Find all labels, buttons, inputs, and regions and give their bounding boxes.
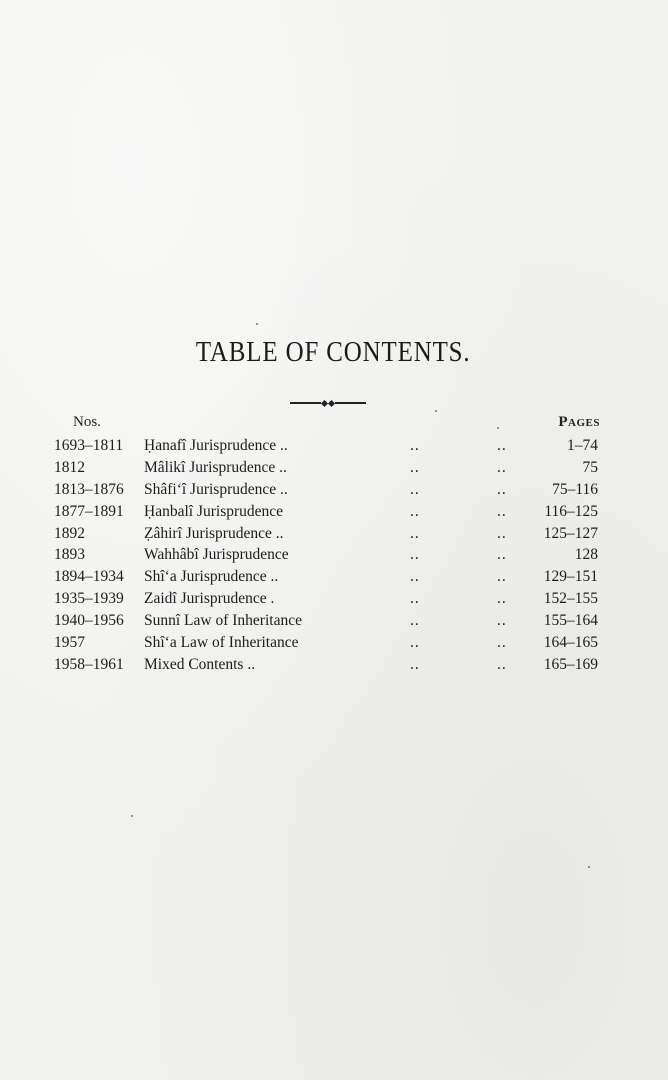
toc-row-leader: ..: [497, 546, 507, 564]
toc-row-subject: Zaidî Jurisprudence .: [144, 590, 275, 608]
toc-row-pages: 116–125: [544, 502, 598, 520]
toc-row-subject: Ḥanafî Jurisprudence ..: [144, 437, 288, 454]
toc-row: [0, 610, 668, 632]
toc-row-nos: 1940–1956: [54, 612, 124, 630]
toc-row-pages: 128: [574, 546, 598, 564]
toc-row-pages: 155–164: [543, 612, 598, 630]
toc-row-nos: 1893: [54, 546, 85, 564]
column-header-pages: Pages: [558, 414, 600, 430]
toc-row-leader: ..: [497, 590, 507, 608]
toc-row-nos: 1957: [54, 634, 85, 652]
toc-row-nos: 1812: [54, 458, 85, 476]
toc-row-pages: 129–151: [543, 568, 598, 586]
toc-row-pages: 152–155: [543, 590, 598, 608]
toc-row-nos: 1892: [54, 524, 85, 542]
paper-speck: [435, 410, 437, 412]
toc-row-leader: ..: [497, 502, 507, 520]
paper-speck: [588, 866, 590, 868]
toc-row-subject: Shî‘a Law of Inheritance: [144, 634, 299, 652]
toc-row-nos: 1935–1939: [54, 590, 124, 608]
paper-speck: [131, 815, 133, 817]
toc-row: [0, 588, 668, 610]
toc-row-leader: ..: [410, 546, 420, 564]
toc-row-leader: ..: [497, 480, 507, 498]
toc-row-subject: Ḥanbalî Jurisprudence: [144, 502, 284, 520]
toc-row: [0, 479, 668, 501]
ornament-rule-left: [290, 402, 321, 404]
toc-row-leader: ..: [497, 568, 507, 586]
table-of-contents: [0, 435, 668, 676]
toc-row: [0, 435, 668, 457]
toc-row-nos: 1958–1961: [54, 655, 124, 673]
toc-row-subject: Ẓâhirî Jurisprudence ..: [144, 524, 284, 542]
toc-row: [0, 501, 668, 523]
toc-row-nos: 1877–1891: [54, 502, 124, 520]
toc-row: [0, 523, 668, 545]
toc-row-leader: ..: [497, 612, 507, 630]
toc-row: [0, 457, 668, 479]
toc-row-pages: 164–165: [543, 634, 598, 652]
toc-row-subject: Wahhâbî Jurisprudence: [144, 546, 289, 564]
toc-row: [0, 654, 668, 676]
page-title: TABLE OF CONTENTS.: [195, 336, 471, 368]
toc-row-leader: ..: [410, 568, 420, 586]
toc-row-leader: ..: [410, 590, 420, 608]
toc-row-nos: 1894–1934: [54, 568, 124, 586]
toc-row-leader: ..: [410, 634, 420, 652]
paper-speck: [497, 427, 499, 429]
toc-row-subject: Shî‘a Jurisprudence ..: [144, 568, 279, 586]
title-ornament: [290, 399, 366, 407]
paper-speck: [256, 323, 258, 325]
toc-row: [0, 632, 668, 654]
toc-row-leader: ..: [497, 655, 507, 673]
toc-row-leader: ..: [497, 524, 507, 542]
column-header-nos: Nos.: [73, 414, 101, 430]
toc-row-subject: Mâlikî Jurisprudence ..: [144, 458, 287, 476]
toc-row-subject: Sunnî Law of Inheritance: [144, 612, 302, 630]
toc-row-leader: ..: [410, 480, 420, 498]
toc-row-nos: 1693–1811: [54, 437, 124, 454]
toc-row: [0, 544, 668, 566]
toc-row-leader: ..: [497, 634, 507, 652]
toc-row-pages: 75–116: [552, 480, 598, 498]
toc-row-leader: ..: [410, 458, 420, 476]
toc-row-pages: 125–127: [543, 524, 598, 542]
toc-row-subject: Mixed Contents ..: [144, 655, 256, 673]
toc-row-leader: ..: [497, 437, 507, 454]
toc-row-leader: ..: [410, 524, 420, 542]
toc-row-subject: Shâfi‘î Jurisprudence ..: [144, 480, 288, 498]
toc-row-leader: ..: [410, 437, 420, 454]
ornament-rule-right: [335, 402, 366, 404]
toc-row-pages: 1–74: [567, 437, 598, 454]
toc-row: [0, 566, 668, 588]
ornament-diamond-icon: [328, 399, 335, 406]
toc-row-leader: ..: [410, 612, 420, 630]
toc-row-leader: ..: [410, 655, 420, 673]
toc-row-pages: 165–169: [543, 655, 598, 673]
toc-row-nos: 1813–1876: [54, 480, 124, 498]
toc-row-pages: 75: [582, 458, 598, 476]
toc-row-leader: ..: [497, 458, 507, 476]
toc-row-leader: ..: [410, 502, 420, 520]
